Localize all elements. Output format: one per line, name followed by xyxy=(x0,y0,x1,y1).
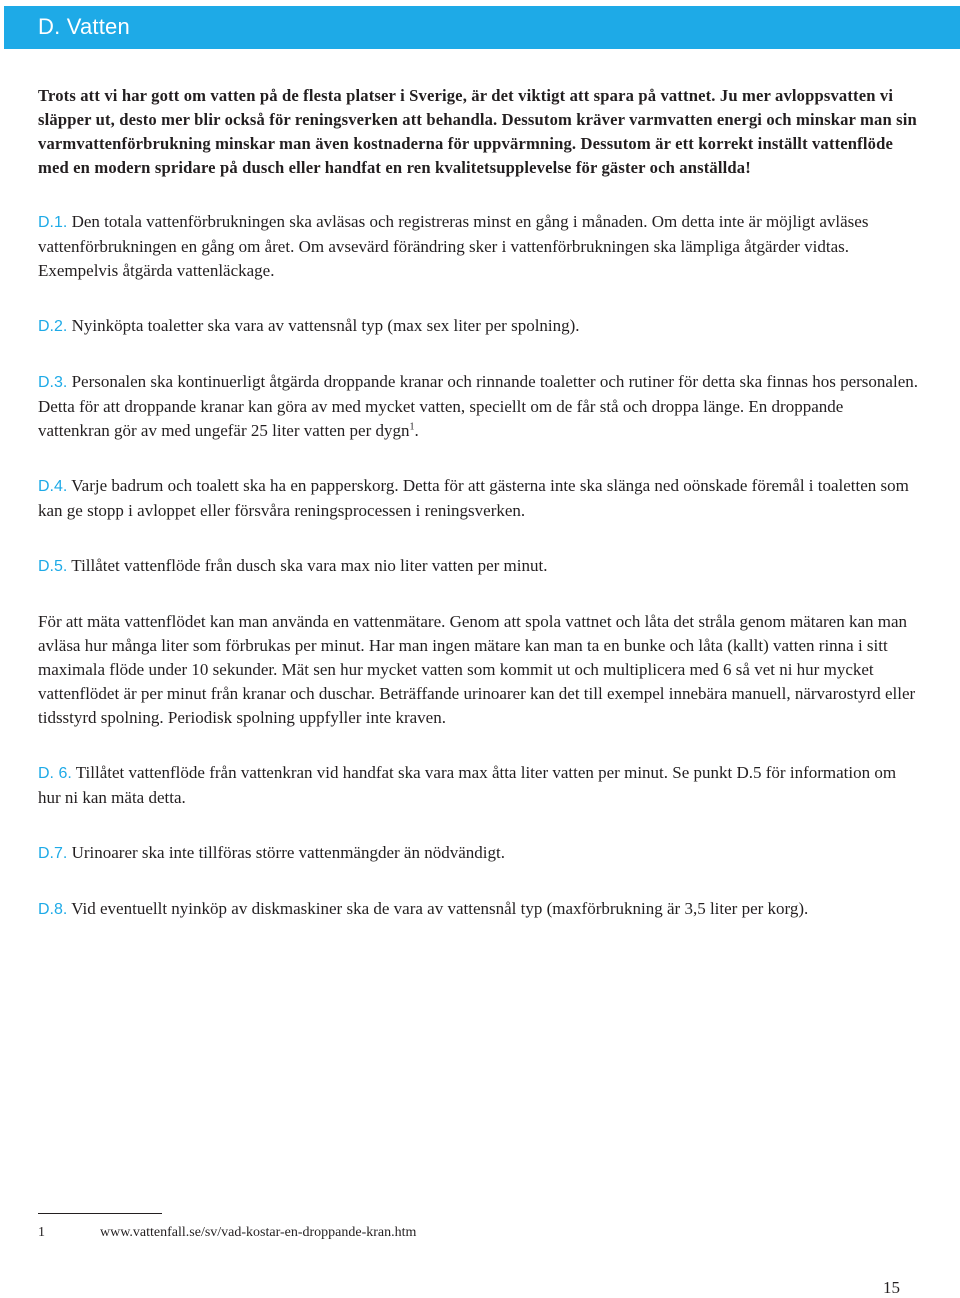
requirement-text: Tillåtet vattenflöde från vattenkran vid handfat ska vara max åtta liter vatten per minut. Se punkt D.5 för information om hur ni kan mäta detta. xyxy=(38,763,897,807)
requirement-text-end: . xyxy=(414,421,419,440)
requirement-text: Tillåtet vattenflöde från dusch ska vara max nio liter vatten per minut. xyxy=(67,556,548,575)
requirement-text: Nyinköpta toaletter ska vara av vattensnål typ (max sex liter per spolning). xyxy=(67,316,580,335)
requirement-d1 xyxy=(38,210,918,283)
footnote-divider xyxy=(38,1213,162,1214)
footnote-reference: 1 xyxy=(409,421,415,433)
page-number: 15 xyxy=(883,1278,900,1297)
page-content xyxy=(38,84,918,922)
requirement-label: D.4. xyxy=(38,478,68,495)
requirement-d4 xyxy=(38,474,918,523)
requirement-text: Vid eventuellt nyinköp av diskmaskiner ska de vara av vattensnål typ (maxförbrukning är 3,5 liter per korg). xyxy=(67,899,809,918)
footnote-number: 1 xyxy=(38,1225,45,1240)
requirement-text: Varje badrum och toalett ska ha en papperskorg. Detta för att gästerna inte ska slänga ned oönskade föremål i toaletten som kan ge stopp i avloppet eller försvåra reningsprocessen i reningsverken. xyxy=(38,476,909,520)
measurement-paragraph: För att mäta vattenflödet kan man använda en vattenmätare. Genom att spola vattnet och låta det stråla genom mätaren kan man avläsa hur många liter som förbrukas per minut. Har man ingen mätare kan man ta en bunke och låta (kallt) vatten rinna i sitt maximala flöde under 10 sekunder. Mät sen hur mycket vatten som kommit ut och multiplicera med 6 så vet ni hur mycket vattenflödet är per minut från kranar och duschar. Beträffande urinoarer kan det till exempel innebära manuell, närvarostyrd eller tidsstyrd spolning. Periodisk spolning uppfyller inte kraven. xyxy=(38,612,916,727)
requirement-text: Den totala vattenförbrukningen ska avläsas och registreras minst en gång i månaden. Om detta inte är möjligt avläses vattenförbrukningen en gång om året. Om avsevärd förändring sker i vattenförbrukningen ska lämpliga åtgärder vidtas. Exempelvis åtgärda vattenläckage. xyxy=(38,212,869,280)
requirement-d2 xyxy=(38,314,918,339)
requirement-label: D.3. xyxy=(38,374,68,391)
requirement-label: D.2. xyxy=(38,318,68,335)
requirement-d7 xyxy=(38,841,918,866)
requirement-label: D.1. xyxy=(38,214,68,231)
requirement-label: D.5. xyxy=(38,558,68,575)
requirement-label: D. 6. xyxy=(38,765,72,782)
requirement-text: Urinoarer ska inte tillföras större vattenmängder än nödvändigt. xyxy=(67,843,505,862)
requirement-d8 xyxy=(38,897,918,922)
footnote-link[interactable]: www.vattenfall.se/sv/vad-kostar-en-droppande-kran.htm xyxy=(100,1225,417,1240)
requirement-d6 xyxy=(38,761,918,810)
requirement-text: Personalen ska kontinuerligt åtgärda droppande kranar och rinnande toaletter och rutiner för detta ska finnas hos personalen. Detta för att droppande kranar kan göra av med mycket vatten, speciellt om de får stå och droppa länge. En droppande vattenkran gör av med ungefär 25 liter vatten per dygn xyxy=(38,372,918,440)
requirement-label: D.7. xyxy=(38,845,68,862)
requirement-label: D.8. xyxy=(38,901,68,918)
intro-paragraph: Trots att vi har gott om vatten på de flesta platser i Sverige, är det viktigt att spara på vattnet. Ju mer avloppsvatten vi släpper ut, desto mer blir också för reningsverken att behandla. Dessutom kräver varmvatten energi och minskar man sin varmvattenförbrukning minskar man även kostnaderna för uppvärmning. Dessutom är ett korrekt inställt vattenflöde med en modern spridare på dusch eller handfat en ren kvalitetsupplevelse för gäster och anställda! xyxy=(38,86,917,177)
requirement-d3 xyxy=(38,370,918,443)
section-title: D. Vatten xyxy=(38,14,130,39)
requirement-d5 xyxy=(38,554,918,579)
section-header-bar xyxy=(4,6,960,49)
footnote xyxy=(38,1224,416,1242)
